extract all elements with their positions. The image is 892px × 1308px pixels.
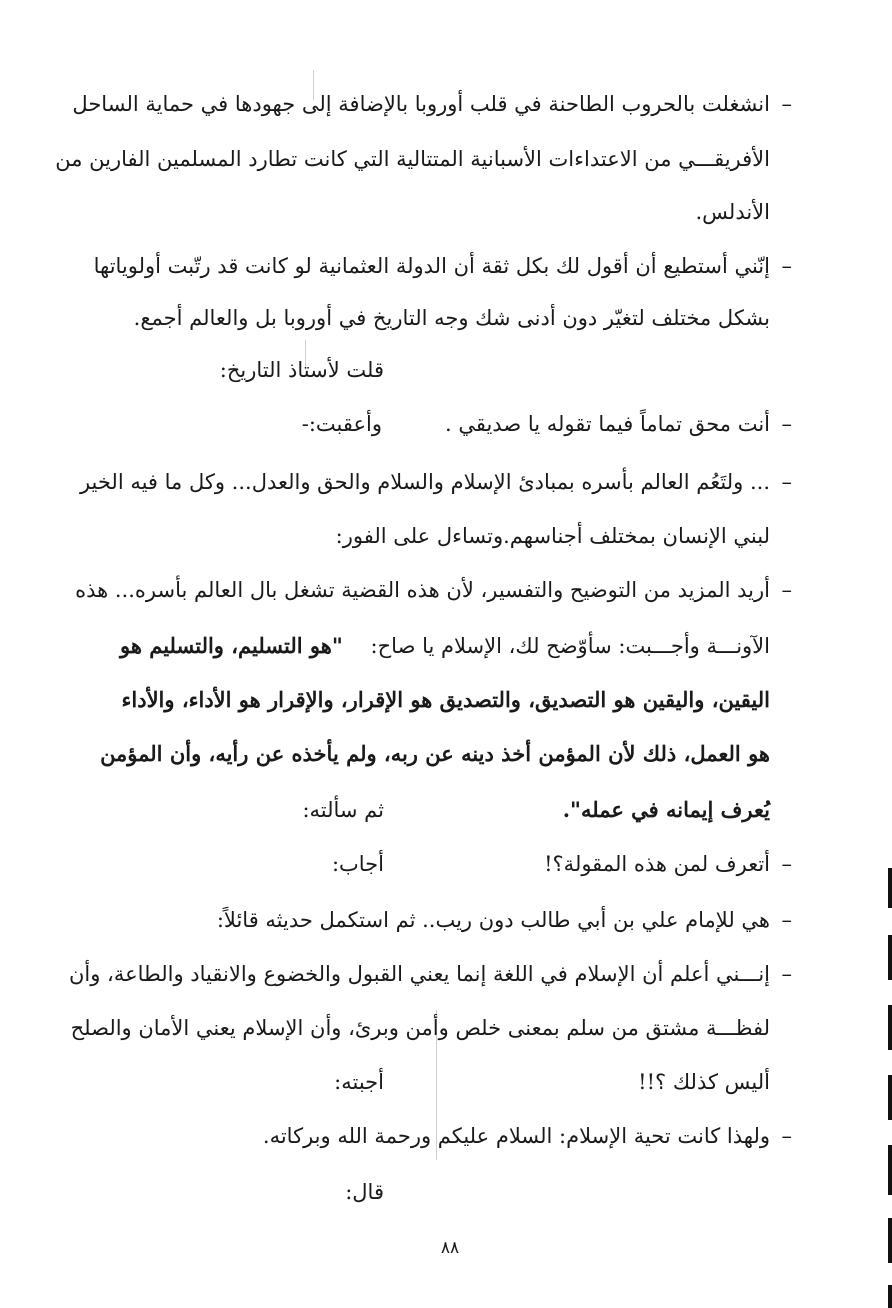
text-line: هي للإمام علي بن أبي طالب دون ريب.. ثم استكمل حديثه قائلاً: [216,908,770,932]
scan-edge-mark [888,1005,892,1050]
speaker-label: ثم سألته: [302,798,384,822]
speaker-label: أجاب: [331,852,384,876]
bullet-dash: – [781,1124,792,1148]
text-line: ... ولتَعُم العالم بأسره بمبادئ الإسلام والسلام والحق والعدل... وكل ما فيه الخير [79,470,770,494]
text-line: بشكل مختلف لتغيّر دون أدنى شك وجه التاريخ في أوروبا بل والعالم أجمع. [133,306,770,330]
bullet-dash: – [781,254,792,278]
speaker-label: أجبته: [334,1070,384,1094]
text-line: الأندلس. [695,200,770,224]
scan-edge-mark [888,1218,892,1263]
scan-edge-mark [888,935,892,980]
speaker-label: قال: [345,1180,384,1204]
bullet-dash: – [781,92,792,116]
speaker-label: وأعقبت:- [301,412,382,436]
scan-edge-mark [888,1145,892,1195]
text-line: إنـــني أعلم أن الإسلام في اللغة إنما يعني القبول والخضوع والانقياد والطاعة، وأن [68,962,770,986]
scan-edge-mark [888,868,892,908]
bullet-dash: – [781,908,792,932]
text-line: إنّني أستطيع أن أقول لك بكل ثقة أن الدولة العثمانية لو كانت قد رتّبت أولوياتها [93,254,770,278]
text-line: أتعرف لمن هذه المقولة؟! [544,852,770,876]
text-line: ولهذا كانت تحية الإسلام: السلام عليكم ورحمة الله وبركاته. [262,1124,770,1148]
text-line: لبني الإنسان بمختلف أجناسهم.وتساءل على الفور: [335,524,770,548]
page-number: ٨٨ [440,1238,460,1258]
bullet-dash: – [781,578,792,602]
text-line: أريد المزيد من التوضيح والتفسير، لأن هذه القضية تشغل بال العالم بأسره... هذه [75,578,770,602]
bullet-dash: – [781,852,792,876]
scan-edge-mark [888,1075,892,1120]
text-line: الآونـــة وأجـــبت: سأوّضح لك، الإسلام يا صاح: [370,634,770,658]
text-line: انشغلت بالحروب الطاحنة في قلب أوروبا بالإضافة إلى جهودها في حماية الساحل [72,92,770,116]
quote-line: "هو التسليم، والتسليم هو [120,633,343,658]
text-line: قلت لأستاذ التاريخ: [219,358,384,382]
scan-edge-mark [888,1285,892,1308]
text-line: لفظـــة مشتق من سلم بمعنى خلص وأمن وبرئ، وأن الإسلام يعني الأمان والصلح [70,1016,770,1040]
quote-line: اليقين، واليقين هو التصديق، والتصديق هو الإقرار، والإقرار هو الأداء، والأداء [121,687,770,712]
bullet-dash: – [781,412,792,436]
quote-line: يُعرف إيمانه في عمله". [562,797,770,822]
quote-line: هو العمل، ذلك لأن المؤمن أخذ دينه عن ربه، ولم يأخذه عن رأيه، وأن المؤمن [100,741,770,766]
bullet-dash: – [781,470,792,494]
bullet-dash: – [781,962,792,986]
text-line: الأفريقـــي من الاعتداءات الأسبانية المتتالية التي كانت تطارد المسلمين الفارين من [55,147,770,171]
text-line: أليس كذلك ؟!! [638,1070,770,1094]
text-line: أنت محق تماماً فيما تقوله يا صديقي . [444,412,770,436]
